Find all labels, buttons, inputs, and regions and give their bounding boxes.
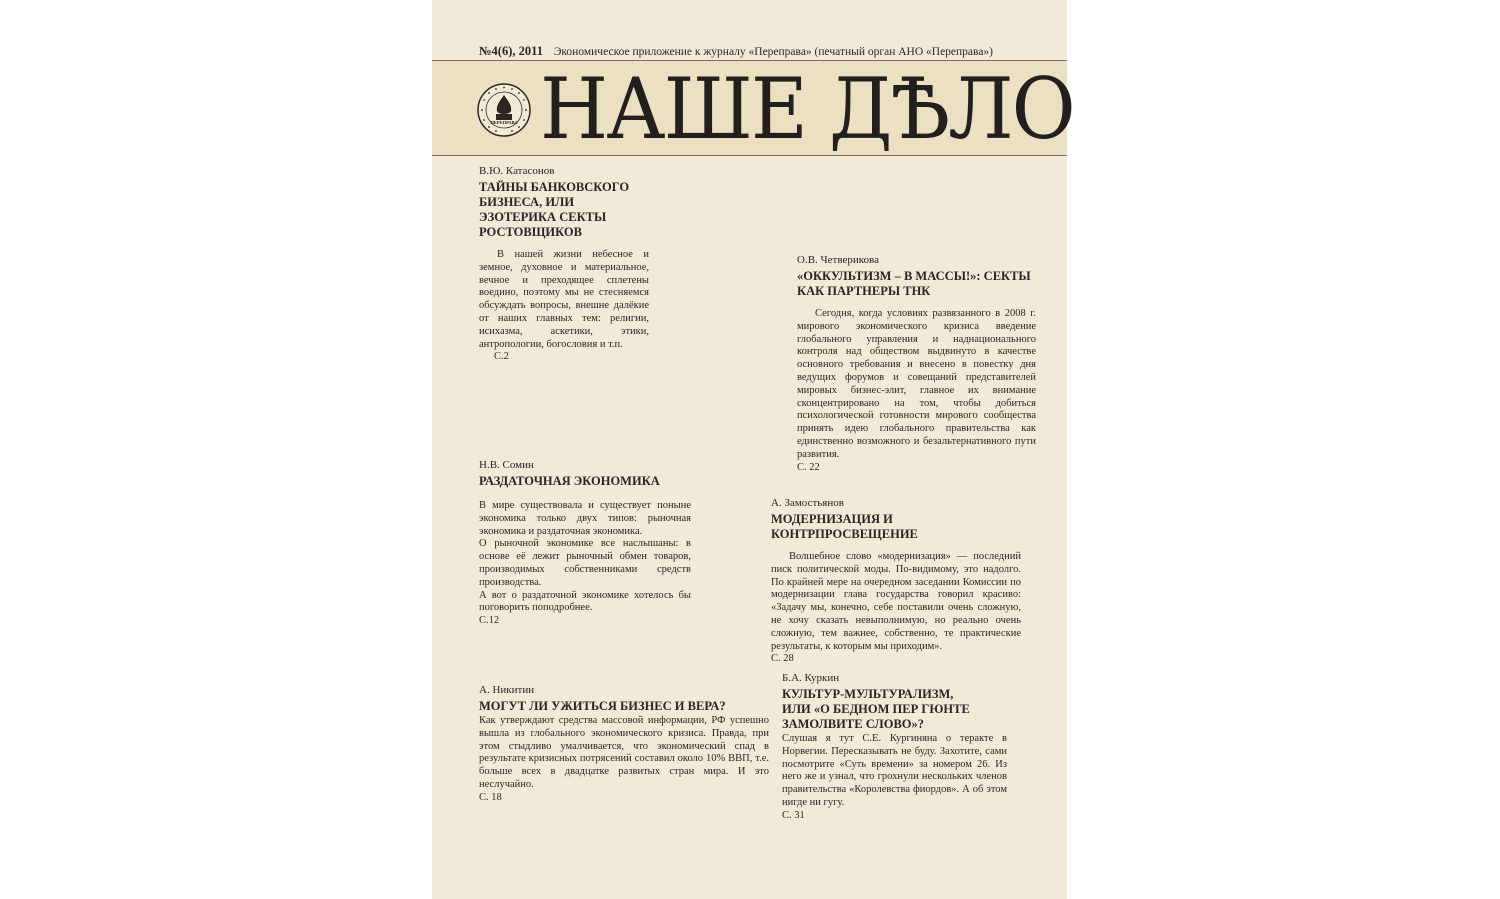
- article-paragraph: В мире существовала и существует поныне экономика только двух типов: рыночная экономика и раздаточная экономика.: [479, 500, 691, 537]
- article-page-ref: С. 31: [782, 809, 805, 821]
- pereprava-logo-icon: [477, 83, 531, 137]
- article-title: ТАЙНЫ БАНКОВСКОГО БИЗНЕСА, ИЛИ ЭЗОТЕРИКА СЕКТЫ РОСТОВЩИКОВ: [479, 180, 630, 239]
- article-author: В.Ю. Катасонов: [479, 165, 555, 177]
- article-author: Б.А. Куркин: [782, 672, 840, 684]
- article-excerpt: Как утверждают средства массовой информации, РФ успешно вышла из глобального экономического кризиса. Правда, при этом стыдливо умалчивается, что экономический спад в результате кризисных потрясений составил около 10% ВВП, т.е. больше всех в двадцатке развитых стран мира. И это неслучайно.: [479, 715, 769, 790]
- article-page-ref: С.12: [479, 615, 500, 627]
- masthead-title: НАШЕ ДѢЛО: [540, 60, 1074, 158]
- article-page-ref: С. 28: [771, 653, 794, 665]
- article-excerpt: В нашей жизни небесное и земное, духовное и материальное, вечное и преходящее сплетены воедино, поэтому мы не стесняемся обсуждать вопросы, внешне далёкие от наших главных тем: религии, исихазма, аскетики, этики, антропологии, богословия и т.п.: [479, 249, 649, 350]
- article-paragraph: А вот о раздаточной экономике хотелось бы поговорить поподробнее.: [479, 589, 691, 614]
- article-page-ref: С. 18: [479, 791, 502, 803]
- article-excerpt: Слушая я тут С.Е. Кургиняна о теракте в Норвегии. Пересказывать не буду. Захотите, сами посмотрите «Суть времени» за номером 26. Из него же и узнал, что грохнули нескольких членов правительства «Королевства фиордов». А об этом нигде ни гугу.: [782, 733, 1007, 808]
- article-nikitin: [479, 684, 769, 805]
- article-author: О.В. Четверикова: [797, 254, 879, 266]
- article-chetverikova: [797, 254, 1036, 474]
- article-page-ref: С. 22: [797, 461, 820, 473]
- article-title: МОДЕРНИЗАЦИЯ И КОНТРПРОСВЕЩЕНИЕ: [771, 512, 918, 541]
- article-title: МОГУТ ЛИ УЖИТЬСЯ БИЗНЕС И ВЕРА?: [479, 699, 726, 713]
- article-somin: [479, 459, 691, 628]
- article-title: РАЗДАТОЧНАЯ ЭКОНОМИКА: [479, 474, 660, 488]
- article-title: КУЛЬТУР-МУЛЬТУРАЛИЗМ, ИЛИ «О БЕДНОМ ПЕР ГЮНТЕ ЗАМОЛВИТЕ СЛОВО»?: [782, 687, 970, 731]
- article-title: «ОККУЛЬТИЗМ – В МАССЫ!»: СЕКТЫ КАК ПАРТНЕРЫ ТНК: [797, 269, 1031, 298]
- masthead-band: [432, 60, 1074, 158]
- article-paragraph: О рыночной экономике все наслышаны: в основе её лежит рыночный обмен товаров, производимых собственниками средств производства.: [479, 538, 691, 588]
- article-kurkin: [782, 672, 1007, 823]
- issue-number: №4(6), 2011: [479, 44, 543, 58]
- issue-line: [479, 44, 1039, 59]
- magazine-cover: [432, 0, 1074, 899]
- article-author: Н.В. Сомин: [479, 459, 534, 471]
- article-zamostyanov: [771, 497, 1021, 666]
- issue-subtitle: Экономическое приложение к журналу «Переправа» (печатный орган АНО «Переправа»): [553, 46, 994, 58]
- logo-text: ПЕРЕПРАВА: [490, 120, 518, 125]
- article-excerpt: Волшебное слово «модернизация» — последний писк политической моды. По-видимому, это надолго. По крайней мере на очередном заседании Комиссии по модернизации глава государства говорил красиво: «Задачу мы, конечно, себе поставили очень сложную, не хочу сказать невыполнимую, но реально очень сложную, тем важнее, собственно, те практические результаты, к которым мы приходим».: [771, 551, 1021, 652]
- article-author: А. Замостьянов: [771, 497, 844, 509]
- article-page-ref: С.2: [494, 351, 509, 363]
- article-katasonov: [479, 165, 649, 364]
- article-excerpt: Сегодня, когда условиях развязанного в 2008 г. мирового экономического кризиса введение глобального управления и наднационального контроля над обществом выдвинуто в качестве основного требования и внесено в повестку дня ведущих форумов и совещаний представителей мировых бизнес-элит, главное их внимание сконцентрировано на том, чтобы добиться психологической готовности мирового сообщества принять идею глобального правительства как единственно возможного и безальтернативного пути развития.: [797, 308, 1036, 460]
- article-author: А. Никитин: [479, 684, 535, 696]
